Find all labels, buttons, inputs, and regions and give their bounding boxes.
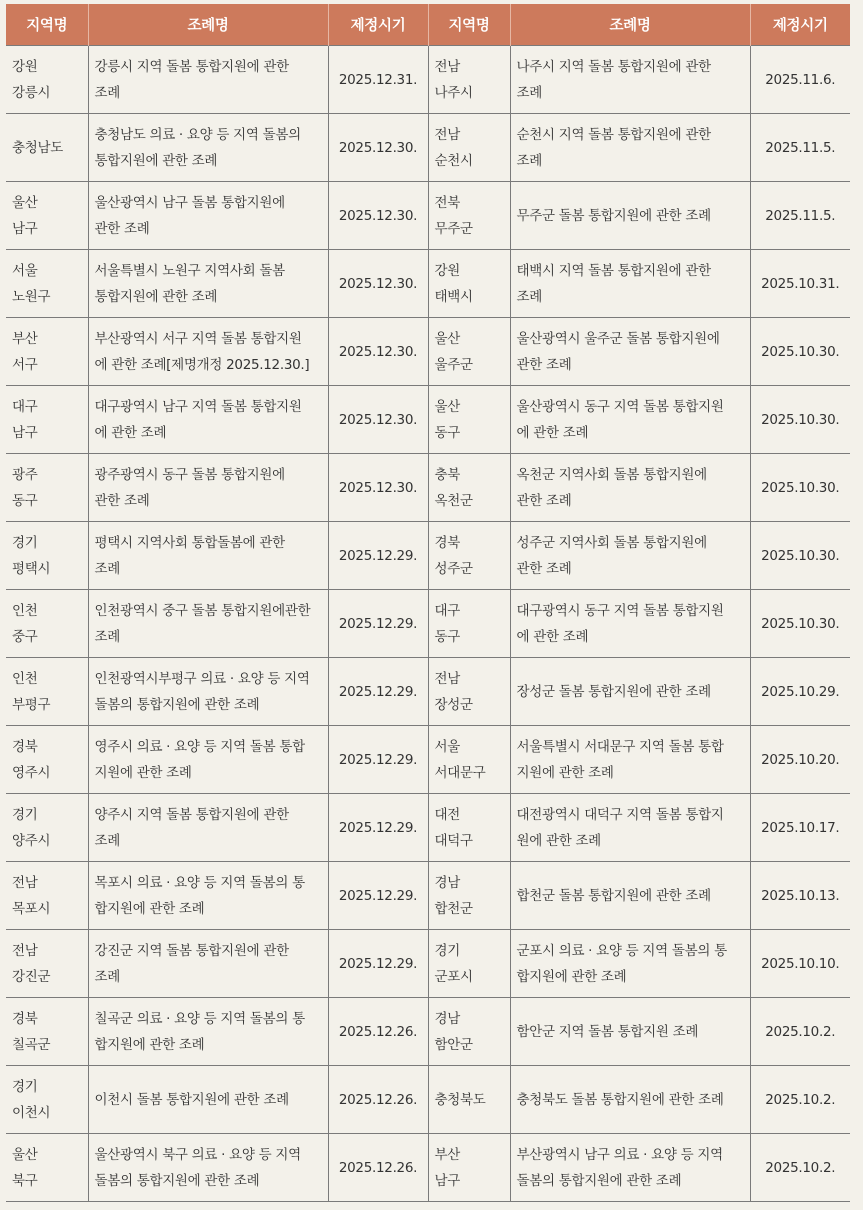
- region-cell: 경기 이천시: [6, 1066, 88, 1134]
- region-cell: 충북 옥천군: [428, 454, 510, 522]
- enactment-date-cell: 2025.12.30.: [328, 182, 428, 250]
- region-cell: 경기 평택시: [6, 522, 88, 590]
- ordinance-name-cell: 서울특별시 서대문구 지역 돌봄 통합 지원에 관한 조례: [510, 726, 750, 794]
- enactment-date-cell: 2025.12.30.: [328, 386, 428, 454]
- enactment-date-cell: 2025.11.6.: [750, 46, 850, 114]
- enactment-date-cell: 2025.12.30.: [328, 454, 428, 522]
- header-date-right: 제정시기: [750, 4, 850, 46]
- ordinance-name-cell: 울산광역시 동구 지역 돌봄 통합지원 에 관한 조례: [510, 386, 750, 454]
- region-cell: 경북 영주시: [6, 726, 88, 794]
- table-row: [6, 1134, 850, 1202]
- ordinance-name-cell: 부산광역시 남구 의료 · 요양 등 지역 돌봄의 통합지원에 관한 조례: [510, 1134, 750, 1202]
- enactment-date-cell: 2025.10.13.: [750, 862, 850, 930]
- enactment-date-cell: 2025.12.29.: [328, 794, 428, 862]
- table-row: [6, 522, 850, 590]
- region-cell: 울산 남구: [6, 182, 88, 250]
- enactment-date-cell: 2025.12.29.: [328, 658, 428, 726]
- ordinance-name-cell: 옥천군 지역사회 돌봄 통합지원에 관한 조례: [510, 454, 750, 522]
- ordinance-name-cell: 강릉시 지역 돌봄 통합지원에 관한 조례: [88, 46, 328, 114]
- region-cell: 대구 동구: [428, 590, 510, 658]
- region-cell: 강원 강릉시: [6, 46, 88, 114]
- ordinance-table: [6, 4, 850, 1202]
- region-cell: 전남 강진군: [6, 930, 88, 998]
- region-cell: 전남 나주시: [428, 46, 510, 114]
- enactment-date-cell: 2025.12.29.: [328, 862, 428, 930]
- enactment-date-cell: 2025.12.26.: [328, 998, 428, 1066]
- ordinance-name-cell: 서울특별시 노원구 지역사회 돌봄 통합지원에 관한 조례: [88, 250, 328, 318]
- enactment-date-cell: 2025.12.30.: [328, 318, 428, 386]
- table-row: [6, 998, 850, 1066]
- region-cell: 충청남도: [6, 114, 88, 182]
- region-cell: 울산 울주군: [428, 318, 510, 386]
- header-region-left: 지역명: [6, 4, 88, 46]
- enactment-date-cell: 2025.11.5.: [750, 182, 850, 250]
- header-ordinance-left: 조례명: [88, 4, 328, 46]
- ordinance-name-cell: 칠곡군 의료 · 요양 등 지역 돌봄의 통 합지원에 관한 조례: [88, 998, 328, 1066]
- enactment-date-cell: 2025.10.17.: [750, 794, 850, 862]
- enactment-date-cell: 2025.10.2.: [750, 1134, 850, 1202]
- enactment-date-cell: 2025.12.31.: [328, 46, 428, 114]
- region-cell: 전남 장성군: [428, 658, 510, 726]
- ordinance-name-cell: 대구광역시 남구 지역 돌봄 통합지원 에 관한 조례: [88, 386, 328, 454]
- ordinance-name-cell: 함안군 지역 돌봄 통합지원 조례: [510, 998, 750, 1066]
- ordinance-name-cell: 광주광역시 동구 돌봄 통합지원에 관한 조례: [88, 454, 328, 522]
- region-cell: 광주 동구: [6, 454, 88, 522]
- table-row: [6, 930, 850, 998]
- header-row: [6, 4, 850, 46]
- enactment-date-cell: 2025.12.29.: [328, 930, 428, 998]
- ordinance-table-container: [6, 4, 844, 1202]
- ordinance-name-cell: 인천광역시 중구 돌봄 통합지원에관한 조례: [88, 590, 328, 658]
- region-cell: 인천 부평구: [6, 658, 88, 726]
- enactment-date-cell: 2025.12.30.: [328, 114, 428, 182]
- table-row: [6, 862, 850, 930]
- table-body: [6, 46, 850, 1202]
- ordinance-name-cell: 인천광역시부평구 의료 · 요양 등 지역 돌봄의 통합지원에 관한 조례: [88, 658, 328, 726]
- region-cell: 충청북도: [428, 1066, 510, 1134]
- region-cell: 부산 남구: [428, 1134, 510, 1202]
- table-row: [6, 386, 850, 454]
- ordinance-name-cell: 부산광역시 서구 지역 돌봄 통합지원 에 관한 조례[제명개정 2025.12.30.]: [88, 318, 328, 386]
- enactment-date-cell: 2025.10.29.: [750, 658, 850, 726]
- region-cell: 경남 함안군: [428, 998, 510, 1066]
- enactment-date-cell: 2025.12.30.: [328, 250, 428, 318]
- ordinance-name-cell: 양주시 지역 돌봄 통합지원에 관한 조례: [88, 794, 328, 862]
- ordinance-name-cell: 장성군 돌봄 통합지원에 관한 조례: [510, 658, 750, 726]
- enactment-date-cell: 2025.10.2.: [750, 998, 850, 1066]
- enactment-date-cell: 2025.10.30.: [750, 454, 850, 522]
- enactment-date-cell: 2025.11.5.: [750, 114, 850, 182]
- region-cell: 경북 성주군: [428, 522, 510, 590]
- table-row: [6, 182, 850, 250]
- ordinance-name-cell: 강진군 지역 돌봄 통합지원에 관한 조례: [88, 930, 328, 998]
- region-cell: 울산 동구: [428, 386, 510, 454]
- ordinance-name-cell: 울산광역시 북구 의료 · 요양 등 지역 돌봄의 통합지원에 관한 조례: [88, 1134, 328, 1202]
- ordinance-name-cell: 순천시 지역 돌봄 통합지원에 관한 조례: [510, 114, 750, 182]
- table-row: [6, 794, 850, 862]
- enactment-date-cell: 2025.10.31.: [750, 250, 850, 318]
- region-cell: 경북 칠곡군: [6, 998, 88, 1066]
- ordinance-name-cell: 대전광역시 대덕구 지역 돌봄 통합지 원에 관한 조례: [510, 794, 750, 862]
- ordinance-name-cell: 충청남도 의료 · 요양 등 지역 돌봄의 통합지원에 관한 조례: [88, 114, 328, 182]
- header-ordinance-right: 조례명: [510, 4, 750, 46]
- region-cell: 경기 군포시: [428, 930, 510, 998]
- region-cell: 경기 양주시: [6, 794, 88, 862]
- header-region-right: 지역명: [428, 4, 510, 46]
- region-cell: 서울 노원구: [6, 250, 88, 318]
- region-cell: 전북 무주군: [428, 182, 510, 250]
- table-row: [6, 726, 850, 794]
- enactment-date-cell: 2025.10.30.: [750, 590, 850, 658]
- ordinance-name-cell: 무주군 돌봄 통합지원에 관한 조례: [510, 182, 750, 250]
- enactment-date-cell: 2025.10.30.: [750, 386, 850, 454]
- table-row: [6, 590, 850, 658]
- enactment-date-cell: 2025.10.20.: [750, 726, 850, 794]
- region-cell: 부산 서구: [6, 318, 88, 386]
- table-row: [6, 250, 850, 318]
- ordinance-name-cell: 목포시 의료 · 요양 등 지역 돌봄의 통 합지원에 관한 조례: [88, 862, 328, 930]
- region-cell: 울산 북구: [6, 1134, 88, 1202]
- table-header: [6, 4, 850, 46]
- ordinance-name-cell: 이천시 돌봄 통합지원에 관한 조례: [88, 1066, 328, 1134]
- table-row: [6, 318, 850, 386]
- table-row: [6, 658, 850, 726]
- region-cell: 강원 태백시: [428, 250, 510, 318]
- region-cell: 전남 순천시: [428, 114, 510, 182]
- enactment-date-cell: 2025.10.2.: [750, 1066, 850, 1134]
- table-row: [6, 1066, 850, 1134]
- enactment-date-cell: 2025.12.29.: [328, 590, 428, 658]
- table-row: [6, 454, 850, 522]
- enactment-date-cell: 2025.10.10.: [750, 930, 850, 998]
- ordinance-name-cell: 성주군 지역사회 돌봄 통합지원에 관한 조례: [510, 522, 750, 590]
- ordinance-name-cell: 태백시 지역 돌봄 통합지원에 관한 조례: [510, 250, 750, 318]
- enactment-date-cell: 2025.12.29.: [328, 726, 428, 794]
- enactment-date-cell: 2025.12.26.: [328, 1134, 428, 1202]
- ordinance-name-cell: 충청북도 돌봄 통합지원에 관한 조례: [510, 1066, 750, 1134]
- ordinance-name-cell: 평택시 지역사회 통합돌봄에 관한 조례: [88, 522, 328, 590]
- ordinance-name-cell: 울산광역시 남구 돌봄 통합지원에 관한 조례: [88, 182, 328, 250]
- table-row: [6, 46, 850, 114]
- ordinance-name-cell: 울산광역시 울주군 돌봄 통합지원에 관한 조례: [510, 318, 750, 386]
- ordinance-name-cell: 영주시 의료 · 요양 등 지역 돌봄 통합 지원에 관한 조례: [88, 726, 328, 794]
- enactment-date-cell: 2025.10.30.: [750, 522, 850, 590]
- enactment-date-cell: 2025.12.26.: [328, 1066, 428, 1134]
- ordinance-name-cell: 합천군 돌봄 통합지원에 관한 조례: [510, 862, 750, 930]
- ordinance-name-cell: 군포시 의료 · 요양 등 지역 돌봄의 통 합지원에 관한 조례: [510, 930, 750, 998]
- region-cell: 서울 서대문구: [428, 726, 510, 794]
- enactment-date-cell: 2025.12.29.: [328, 522, 428, 590]
- ordinance-name-cell: 대구광역시 동구 지역 돌봄 통합지원 에 관한 조례: [510, 590, 750, 658]
- table-row: [6, 114, 850, 182]
- enactment-date-cell: 2025.10.30.: [750, 318, 850, 386]
- region-cell: 대전 대덕구: [428, 794, 510, 862]
- region-cell: 경남 합천군: [428, 862, 510, 930]
- header-date-left: 제정시기: [328, 4, 428, 46]
- region-cell: 대구 남구: [6, 386, 88, 454]
- region-cell: 인천 중구: [6, 590, 88, 658]
- region-cell: 전남 목포시: [6, 862, 88, 930]
- ordinance-name-cell: 나주시 지역 돌봄 통합지원에 관한 조례: [510, 46, 750, 114]
